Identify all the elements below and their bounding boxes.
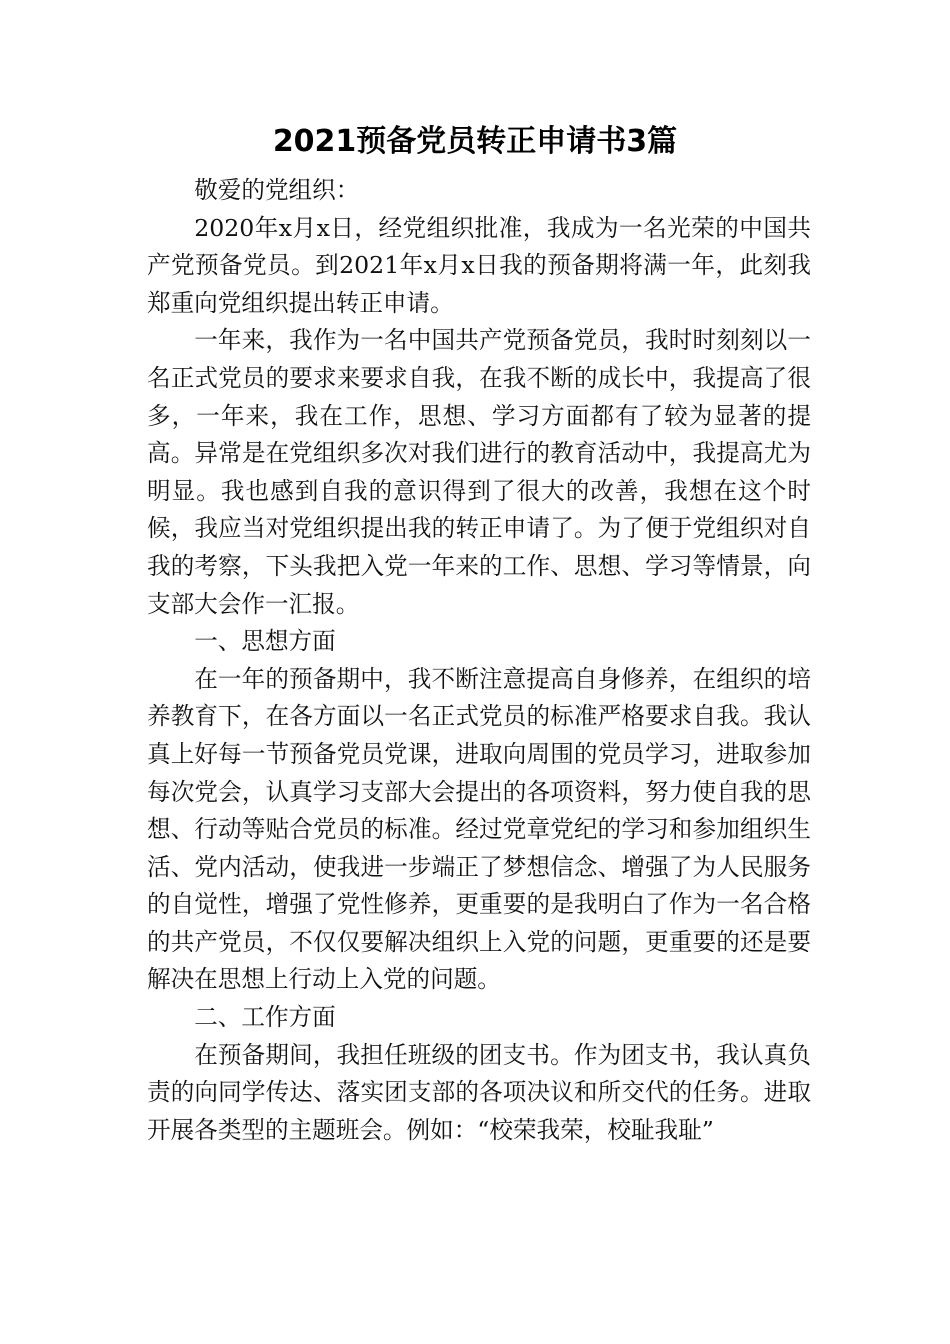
document-body [147,172,811,1149]
salutation: 敬爱的党组织： [194,176,360,204]
section-heading-thought: 一、思想方面 [194,627,336,656]
paragraph-intro: 2020年x月x日，经党组织批准，我成为一名光荣的中国共产党预备党员。到2021年x月x日我的预备期将满一年，此刻我郑重向党组织提出转正申请。 [147,213,811,317]
paragraph-thought: 在一年的预备期中，我不断注意提高自身修养，在组织的培养教育下，在各方面以一名正式党员的标准严格要求自我。我认真上好每一节预备党员党课，进取向周围的党员学习，进取参加每次党会，认真学习支部大会提出的各项资料，努力使自我的思想、行动等贴合党员的标准。经过党章党纪的学习和参加组织生活、党内活动，使我进一步端正了梦想信念、增强了为人民服务的自觉性，增强了党性修养，更重要的是我明白了作为一名合格的共产党员，不仅仅要解决组织上入党的问题，更重要的还是要解决在思想上行动上入党的问题。 [147,664,811,994]
paragraph-work: 在预备期间，我担任班级的团支书。作为团支书，我认真负责的向同学传达、落实团支部的各项决议和所交代的任务。进取开展各类型的主题班会。例如：“校荣我荣，校耻我耻” [147,1040,811,1144]
document-title: 2021预备党员转正申请书3篇 [272,124,678,159]
paragraph-summary: 一年来，我作为一名中国共产党预备党员，我时时刻刻以一名正式党员的要求来要求自我，在我不断的成长中，我提高了很多，一年来，我在工作，思想、学习方面都有了较为显著的提高。异常是在党组织多次对我们进行的教育活动中，我提高尤为明显。我也感到自我的意识得到了很大的改善，我想在这个时候，我应当对党组织提出我的转正申请了。为了便于党组织对自我的考察，下头我把入党一年来的工作、思想、学习等情景，向支部大会作一汇报。 [147,326,811,618]
section-heading-work: 二、工作方面 [194,1003,336,1032]
